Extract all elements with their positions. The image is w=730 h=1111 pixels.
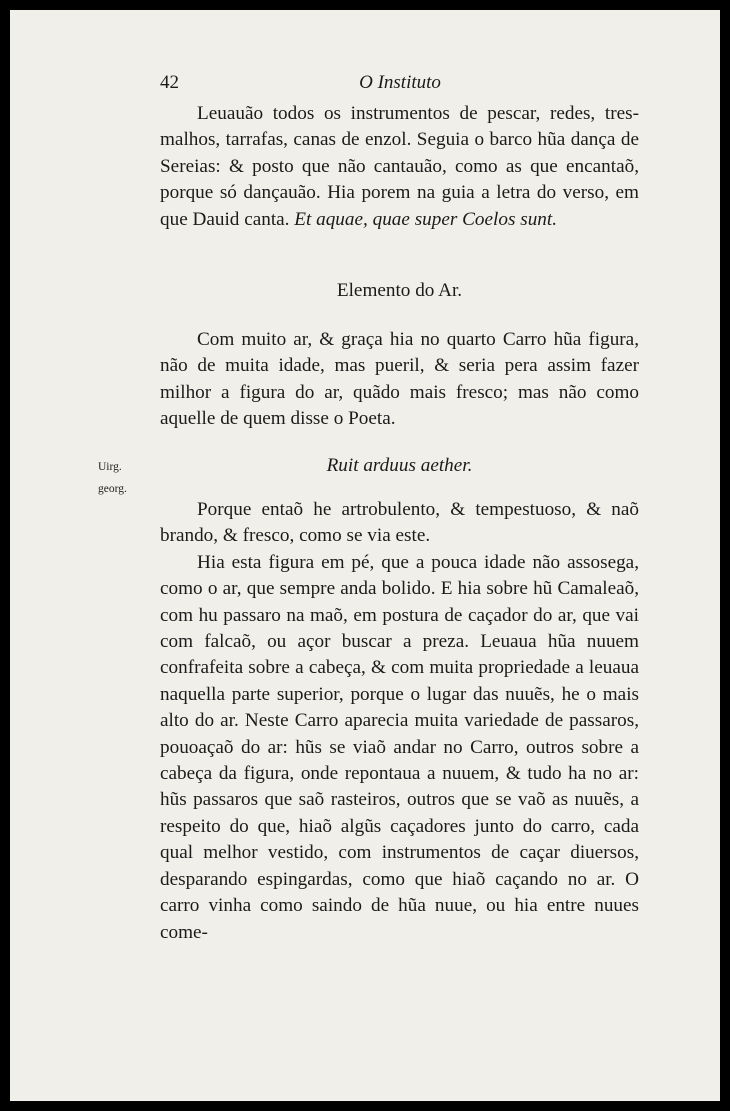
paragraph-3-block [160, 497, 639, 946]
running-title: O Instituto [359, 72, 441, 93]
paragraph-2: Com muito ar, & graça hia no quarto Carro hũa figura, não de muita idade, mas pueril, & seria pera assim fazer milhor a figura do ar, quãdo mais fresco; mas não como aquelle de quem disse o Poeta. [160, 329, 639, 430]
section-heading: Elemento do Ar. [336, 280, 463, 301]
paragraph-1-block [160, 101, 639, 233]
paragraph-3: Porque entaõ he artrobulento, & tempestuoso, & naõ brando, & fresco, como se via este. [160, 499, 639, 547]
margin-note-line-1: Uirg. [98, 461, 122, 473]
paragraph-2-block [160, 327, 639, 433]
paragraph-1 [160, 101, 639, 233]
margin-note [98, 456, 148, 500]
page-number: 42 [160, 72, 179, 93]
page-header [160, 72, 640, 98]
book-page [10, 10, 720, 1101]
latin-quote: Ruit arduus aether. [326, 455, 473, 476]
paragraph-1-italic: Et aquae, quae super Coelos sunt. [294, 208, 558, 230]
paragraph-1-text: Leuauão todos os instrumentos de pescar, redes, tres-malhos, tarrafas, canas de enzol. Seguia o barco hũa dança de Sereias: & posto que não cantauão, como as que encantaõ, porque só dançauão. Hia porem na guia a letra do verso, em que Dauid canta. [160, 103, 639, 230]
margin-note-line-2: georg. [98, 483, 127, 495]
paragraph-4: Hia esta figura em pé, que a pouca idade não assosega, como o ar, que sempre anda bolido. E hia sobre hũ Camaleaõ, com hu passaro na maõ, em postura de caçador do ar, que vai com falcaõ, ou açor buscar a preza. Leuaua hũa nuuem confrafeita sobre a cabeça, & com muita propriedade a leuaua naquella parte superior, porque o lugar das nuuẽs, he o mais alto do ar. Neste Carro aparecia muita variedade de passaros, pouoaçaõ do ar: hũs se viaõ andar no Carro, outros sobre a cabeça da figura, onde repontaua a nuuem, & tudo ha no ar: hũs passaros que saõ rasteiros, outros que se vaõ as nuuẽs, a respeito do que, hiaõ algũs caçadores junto do carro, cada qual melhor vestido, com instrumentos de caçar diuersos, desparando espingardas, como que hiaõ caçando no ar. O carro vinha como saindo de hũa nuue, ou hia entre nuues come- [160, 551, 639, 943]
